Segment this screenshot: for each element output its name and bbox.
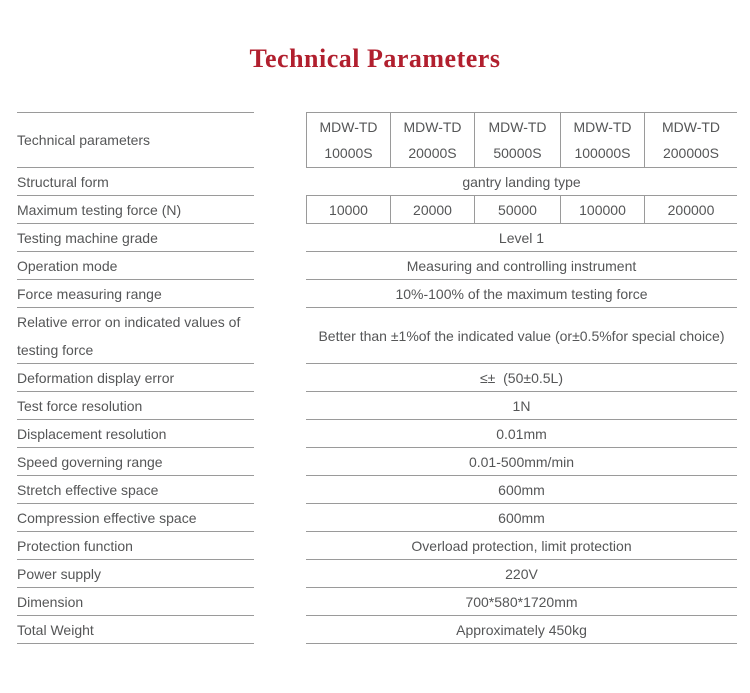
- row-label-cell: [17, 504, 254, 532]
- force-value-cell: [306, 196, 391, 223]
- model-series: MDW-TD: [573, 119, 632, 135]
- model-series: MDW-TD: [403, 119, 462, 135]
- table-row: [0, 252, 750, 280]
- row-label-cell: [17, 448, 254, 476]
- row-value: 220V: [505, 565, 538, 582]
- page-title: Technical Parameters: [249, 44, 501, 73]
- row-value: 600mm: [498, 509, 545, 526]
- row-value: ≤± (50±0.5L): [480, 369, 563, 386]
- row-value: Approximately 450kg: [456, 621, 587, 638]
- force-value: 200000: [667, 201, 715, 218]
- row-label: Test force resolution: [17, 397, 143, 414]
- row-value-cell: [306, 448, 737, 476]
- row-value: 0.01mm: [496, 425, 547, 442]
- row-value: 600mm: [498, 481, 545, 498]
- row-value: Overload protection, limit protection: [411, 537, 632, 554]
- row-label-cell: [17, 588, 254, 616]
- force-value-cells: [306, 196, 737, 224]
- table-row: [0, 308, 750, 364]
- table-row: [0, 392, 750, 420]
- model-number: 100000S: [574, 145, 631, 161]
- row-value-cell: [306, 392, 737, 420]
- row-value-cell: [306, 168, 737, 196]
- force-value: 20000: [413, 201, 452, 218]
- row-value-cell: [306, 224, 737, 252]
- row-value-cell: [306, 308, 737, 364]
- row-label-cell: [17, 560, 254, 588]
- table-row: [0, 448, 750, 476]
- table-row: [0, 560, 750, 588]
- row-value: 1N: [512, 397, 531, 414]
- row-label: Displacement resolution: [17, 425, 167, 442]
- table-row: [0, 504, 750, 532]
- row-value: Better than ±1%of the indicated value (or±0.5%for special choice): [318, 327, 725, 344]
- row-label-cell: [17, 224, 254, 252]
- row-value-cell: [306, 252, 737, 280]
- row-label-cell: [17, 168, 254, 196]
- row-label: Protection function: [17, 537, 133, 554]
- row-value-cell: [306, 532, 737, 560]
- model-number: 50000S: [493, 145, 542, 161]
- table-row: [0, 476, 750, 504]
- model-header-cell: [391, 113, 475, 167]
- row-label: Power supply: [17, 565, 102, 582]
- model-number: 200000S: [662, 145, 720, 161]
- table-row-max-force: [0, 196, 750, 224]
- row-value-cell: [306, 280, 737, 308]
- table-row: [0, 616, 750, 644]
- row-label: Relative error on indicated values of testing force: [17, 313, 241, 358]
- row-label: Maximum testing force (N): [17, 201, 182, 218]
- row-label: Dimension: [17, 593, 84, 610]
- row-value: Level 1: [498, 229, 545, 246]
- model-header-cells: [306, 112, 737, 168]
- row-label-cell: [17, 532, 254, 560]
- row-label-cell: [17, 364, 254, 392]
- row-label: Structural form: [17, 173, 109, 190]
- row-label: Testing machine grade: [17, 229, 158, 246]
- row-label: Deformation display error: [17, 369, 175, 386]
- row-label: Force measuring range: [17, 285, 162, 302]
- model-number: 20000S: [408, 145, 457, 161]
- row-value-cell: [306, 364, 737, 392]
- row-label-cell: [17, 420, 254, 448]
- force-value-cell: [475, 196, 561, 223]
- row-label-cell: [17, 308, 254, 364]
- force-value: 100000: [579, 201, 626, 218]
- row-label-cell: [17, 392, 254, 420]
- row-value: 10%-100% of the maximum testing force: [395, 285, 648, 302]
- force-value: 50000: [498, 201, 537, 218]
- row-label: Compression effective space: [17, 509, 197, 526]
- force-value: 10000: [329, 201, 368, 218]
- row-label-cell: [17, 476, 254, 504]
- force-value-cell: [561, 196, 645, 223]
- row-value-cell: [306, 616, 737, 644]
- row-label: Stretch effective space: [17, 481, 159, 498]
- table-row: [0, 420, 750, 448]
- table-row: [0, 364, 750, 392]
- table-row: [0, 224, 750, 252]
- row-label: Total Weight: [17, 621, 94, 638]
- row-label-cell: [17, 196, 254, 224]
- technical-parameters-table: [0, 112, 750, 644]
- row-label-cell: [17, 252, 254, 280]
- row-label: Speed governing range: [17, 453, 163, 470]
- model-series: MDW-TD: [488, 119, 547, 135]
- row-value: gantry landing type: [462, 173, 581, 190]
- model-header-cell: [561, 113, 645, 167]
- corner-label-cell: [17, 112, 254, 168]
- force-value-cell: [645, 196, 737, 223]
- table-row: [0, 168, 750, 196]
- model-header-cell: [306, 113, 391, 167]
- model-series: MDW-TD: [661, 119, 721, 135]
- row-value-cell: [306, 504, 737, 532]
- row-value-cell: [306, 560, 737, 588]
- model-number: 10000S: [324, 145, 373, 161]
- table-row: [0, 588, 750, 616]
- row-label-cell: [17, 280, 254, 308]
- table-row: [0, 532, 750, 560]
- corner-label: Technical parameters: [17, 132, 151, 148]
- model-header-cell: [475, 113, 561, 167]
- row-label: Operation mode: [17, 257, 118, 274]
- row-value-cell: [306, 420, 737, 448]
- row-value: 0.01-500mm/min: [468, 453, 575, 470]
- table-row: [0, 280, 750, 308]
- row-value-cell: [306, 588, 737, 616]
- row-value: 700*580*1720mm: [465, 593, 578, 610]
- row-label-cell: [17, 616, 254, 644]
- table-row-models: [0, 112, 750, 168]
- row-value-cell: [306, 476, 737, 504]
- row-value: Measuring and controlling instrument: [406, 257, 637, 274]
- force-value-cell: [391, 196, 475, 223]
- model-header-cell: [645, 113, 737, 167]
- model-series: MDW-TD: [319, 119, 378, 135]
